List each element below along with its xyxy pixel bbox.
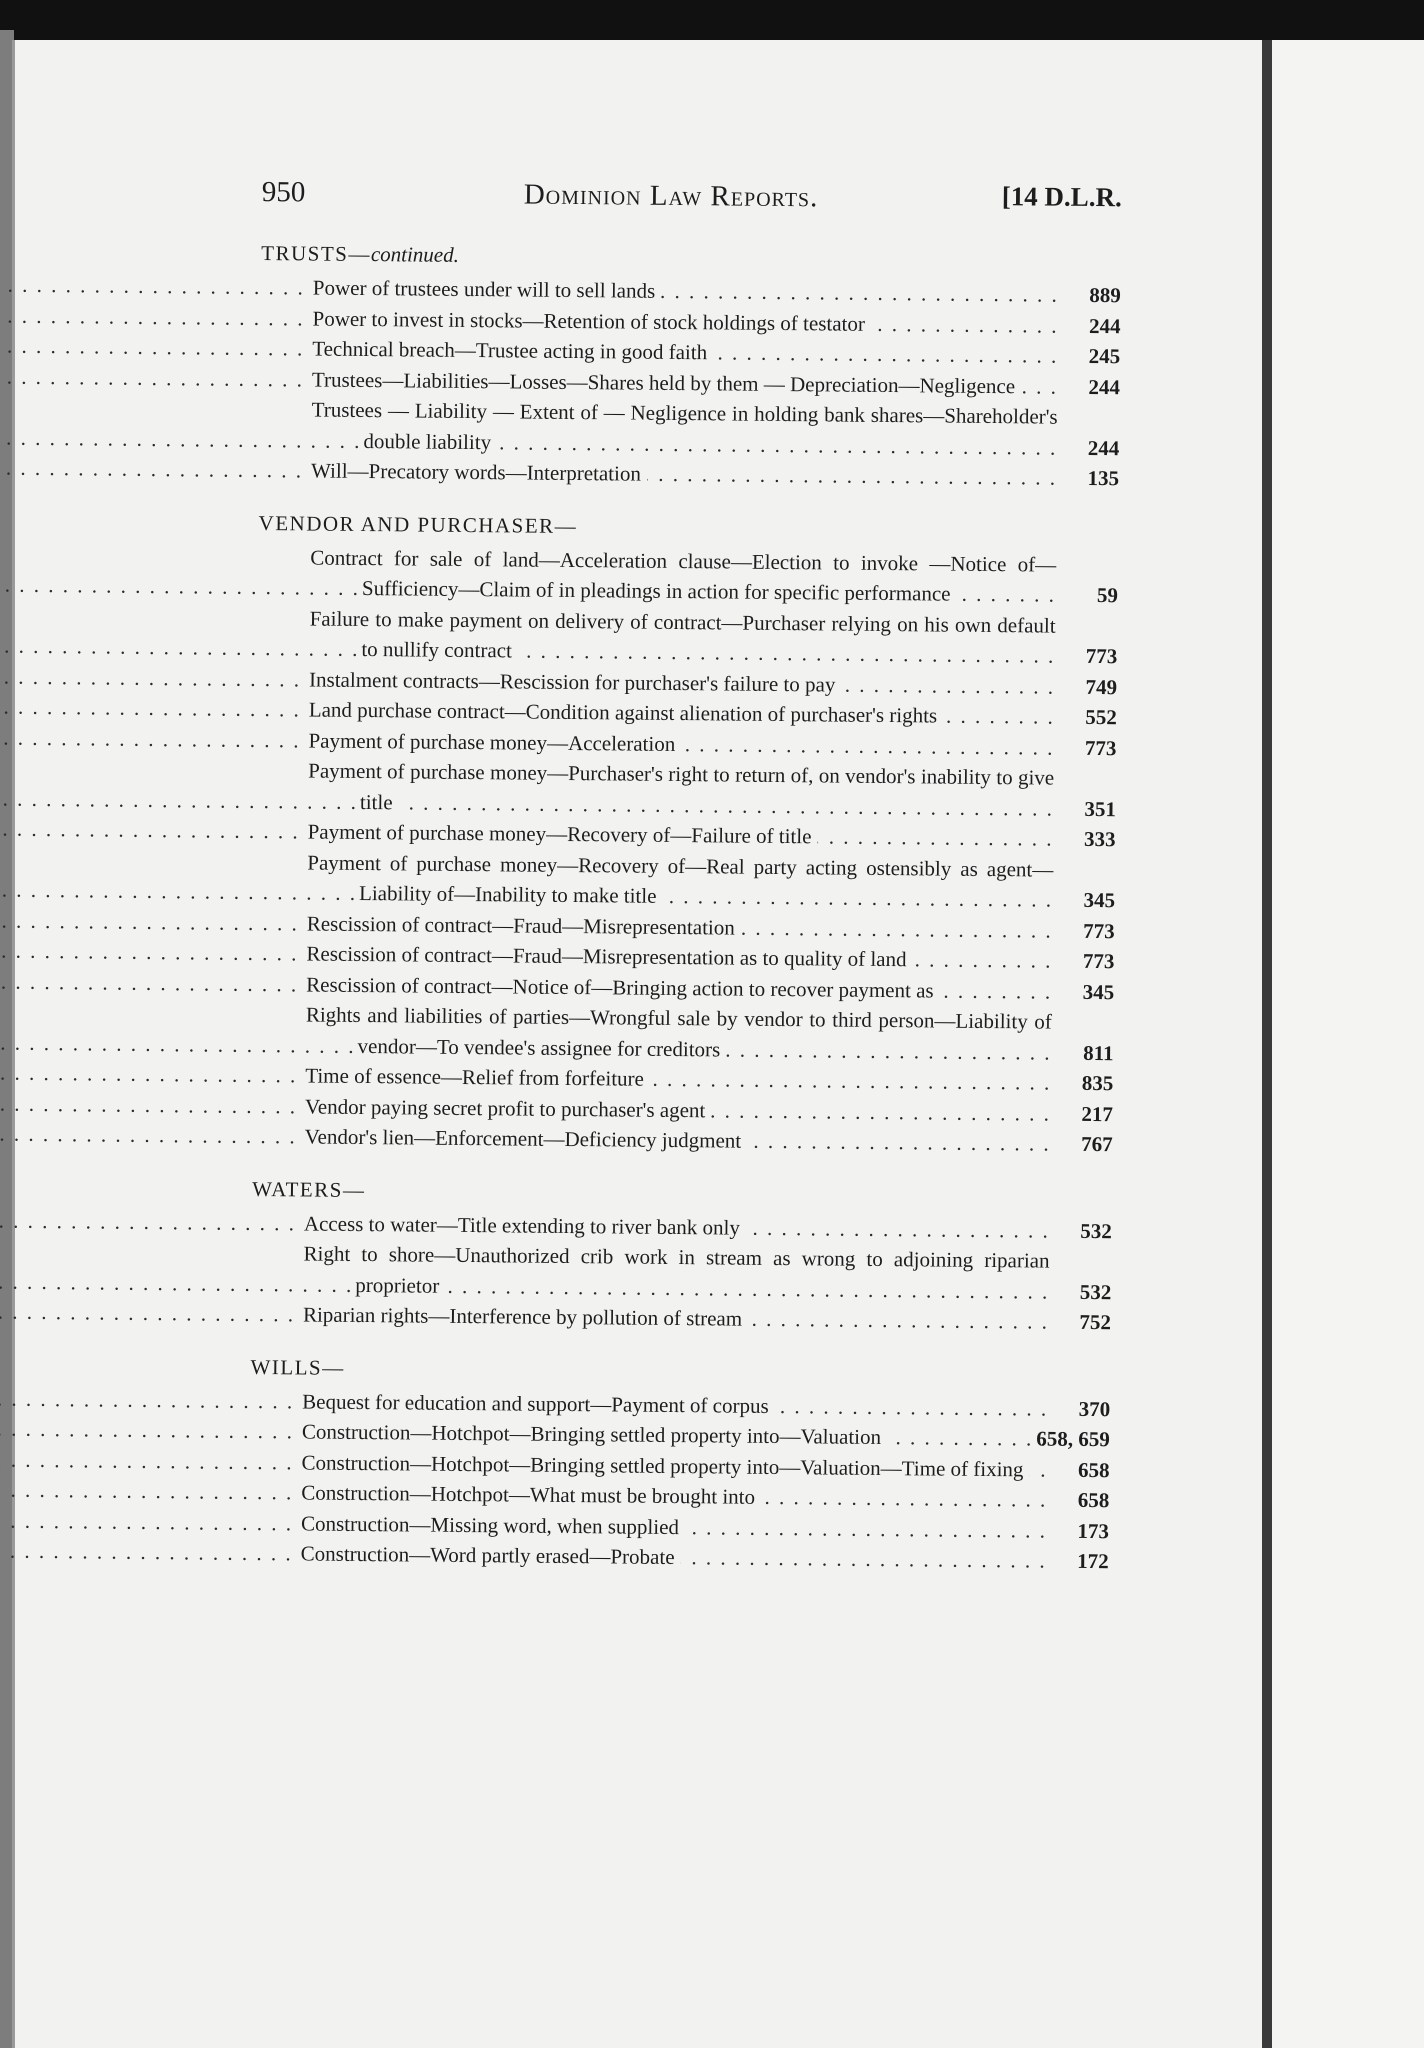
running-title: Dominion Law Reports. <box>523 178 819 214</box>
index-entry <box>309 603 1118 672</box>
entry-page-number: 135 <box>1057 463 1119 494</box>
book-gutter <box>1262 40 1272 2048</box>
entry-page-number: 244 <box>1058 371 1120 402</box>
index-entry <box>311 394 1120 463</box>
entry-page-number: 835 <box>1051 1068 1113 1099</box>
entry-text: Rights and liabilities of parties—Wrongful sale by vendor to third person—Liability of vendor—To vendee's assignee for creditors <box>305 1002 1052 1061</box>
index-entry <box>311 455 1119 493</box>
entry-page-number: 752 <box>1049 1307 1111 1338</box>
entry-text-wrap <box>310 542 1057 610</box>
section-heading <box>250 1351 1110 1389</box>
entry-page-number: 658, 659 <box>1048 1424 1110 1455</box>
entry-page-number: 59 <box>1056 580 1118 611</box>
section-heading-text: WATERS— <box>252 1176 366 1202</box>
section-heading <box>252 1173 1112 1211</box>
section-heading-text: WILLS— <box>250 1354 345 1380</box>
entry-text: Contract for sale of land—Acceleration clause—Election to invoke —Notice of—Sufficiency—Claim of in pleadings in action for specific performance <box>310 544 1057 606</box>
entry-page-number: 370 <box>1048 1393 1110 1424</box>
entry-text: Riparian rights—Interference by pollution of stream <box>303 1302 748 1330</box>
entry-page-number: 333 <box>1053 824 1115 855</box>
entry-text: Trustees—Liabilities—Losses—Shares held by them — Depreciation—Negligence <box>312 367 1021 398</box>
index-section <box>253 507 1119 1159</box>
entry-text-wrap <box>311 456 1057 493</box>
index-body <box>249 238 1122 1577</box>
entry-text: Vendor's lien—Enforcement—Deficiency judgment <box>305 1124 748 1152</box>
entry-list <box>249 1385 1111 1576</box>
entry-text: Construction—Hotchpot—What must be brought into <box>301 1480 761 1508</box>
entry-text: Construction—Word partly erased—Probate <box>301 1541 681 1569</box>
entry-text-wrap <box>307 847 1054 915</box>
index-section <box>259 238 1121 494</box>
entry-page-number: 552 <box>1055 702 1117 733</box>
entry-list <box>251 1207 1112 1337</box>
page-content <box>249 170 1122 1577</box>
index-entry <box>305 1121 1113 1159</box>
entry-text: Will—Precatory words—Interpretation <box>311 458 647 485</box>
section-heading <box>261 238 1121 276</box>
entry-page-number: 532 <box>1050 1215 1112 1246</box>
entry-page-number: 345 <box>1052 976 1114 1007</box>
entry-text: Power to invest in stocks—Retention of stock holdings of testator <box>312 306 871 335</box>
entry-text-wrap <box>302 1300 1049 1337</box>
section-heading-text: VENDOR AND PURCHASER— <box>258 510 578 538</box>
entry-page-number: 767 <box>1051 1129 1113 1160</box>
entry-page-number: 345 <box>1053 885 1115 916</box>
entry-list <box>259 272 1121 494</box>
entry-text-wrap <box>308 756 1055 824</box>
entry-page-number: 173 <box>1047 1515 1109 1546</box>
entry-text: Rescission of contract—Notice of—Bringing action to recover payment as <box>306 972 940 1002</box>
entry-text: Power of trustees under will to sell lands <box>313 275 662 302</box>
entry-page-number: 532 <box>1049 1276 1111 1307</box>
entry-text: Payment of purchase money—Recovery of—Real party acting ostensibly as agent—Liability of—Inability to make title <box>307 849 1054 908</box>
entry-text: Land purchase contract—Condition against alienation of purchaser's rights <box>309 697 944 727</box>
entry-text-wrap <box>305 1000 1052 1068</box>
index-section <box>251 1173 1112 1337</box>
entry-text: Rescission of contract—Fraud—Misrepresentation <box>307 911 741 939</box>
facing-page-edge <box>1272 40 1424 2048</box>
entry-page-number: 773 <box>1052 946 1114 977</box>
entry-page-number: 658 <box>1047 1454 1109 1485</box>
entry-text: Payment of purchase money—Acceleration <box>308 728 681 756</box>
entry-text: Bequest for education and support—Payment of corpus <box>302 1389 775 1418</box>
section-heading-text: TRUSTS— <box>261 240 372 267</box>
entry-text: Construction—Hotchpot—Bringing settled property into—Valuation—Time of fixing <box>301 1450 1029 1481</box>
entry-page-number: 773 <box>1054 732 1116 763</box>
entry-page-number: 811 <box>1051 1037 1113 1068</box>
page-header <box>261 170 1122 238</box>
index-entry <box>303 1238 1112 1307</box>
entry-page-number: 244 <box>1057 432 1119 463</box>
entry-text: Payment of purchase money—Recovery of—Failure of title <box>308 819 818 848</box>
index-entry <box>308 755 1117 824</box>
index-section <box>249 1351 1111 1576</box>
volume-reference: [14 D.L.R. <box>1001 181 1122 213</box>
entry-page-number: 172 <box>1047 1546 1109 1577</box>
index-entry <box>307 847 1116 916</box>
entry-text-wrap <box>304 1122 1051 1159</box>
entry-list <box>253 541 1119 1159</box>
entry-text: Construction—Hotchpot—Bringing settled property into—Valuation <box>302 1419 887 1449</box>
entry-page-number: 749 <box>1055 671 1117 702</box>
entry-text: Access to water—Title extending to river bank only <box>304 1211 746 1239</box>
page-number: 950 <box>261 175 306 209</box>
entry-page-number: 658 <box>1047 1485 1109 1516</box>
entry-page-number: 245 <box>1058 341 1120 372</box>
section-heading <box>258 507 1118 545</box>
entry-text: Trustees — Liability — Extent of — Negligence in holding bank shares—Shareholder's double liability <box>311 397 1058 454</box>
entry-page-number: 889 <box>1059 280 1121 311</box>
entry-page-number: 773 <box>1053 915 1115 946</box>
entry-page-number: 351 <box>1054 793 1116 824</box>
entry-text-wrap <box>303 1239 1050 1307</box>
entry-text: Technical breach—Trustee acting in good faith <box>312 336 713 364</box>
entry-text-wrap <box>309 603 1056 671</box>
entry-text: Time of essence—Relief from forfeiture <box>305 1063 650 1090</box>
entry-page-number: 217 <box>1051 1098 1113 1129</box>
index-entry <box>303 1299 1111 1337</box>
entry-text: Right to shore—Unauthorized crib work in stream as wrong to adjoining riparian proprietor <box>303 1241 1050 1298</box>
index-entry <box>310 542 1119 611</box>
entry-text: Vendor paying secret profit to purchaser's agent <box>305 1094 712 1122</box>
entry-text: Construction—Missing word, when supplied <box>301 1511 685 1539</box>
entry-text: Rescission of contract—Fraud—Misrepresentation as to quality of land <box>306 941 912 971</box>
entry-page-number: 244 <box>1058 310 1120 341</box>
entry-text: Failure to make payment on delivery of contract—Purchaser relying on his own default to nullify contract <box>309 605 1056 663</box>
entry-text: Instalment contracts—Rescission for purchaser's failure to pay <box>309 667 842 696</box>
index-entry <box>305 999 1114 1068</box>
section-heading-continued: continued. <box>370 242 460 267</box>
entry-text: Payment of purchase money—Purchaser's right to return of, on vendor's inability to give title <box>308 758 1055 814</box>
entry-text-wrap <box>311 395 1058 463</box>
entry-page-number: 773 <box>1055 641 1117 672</box>
